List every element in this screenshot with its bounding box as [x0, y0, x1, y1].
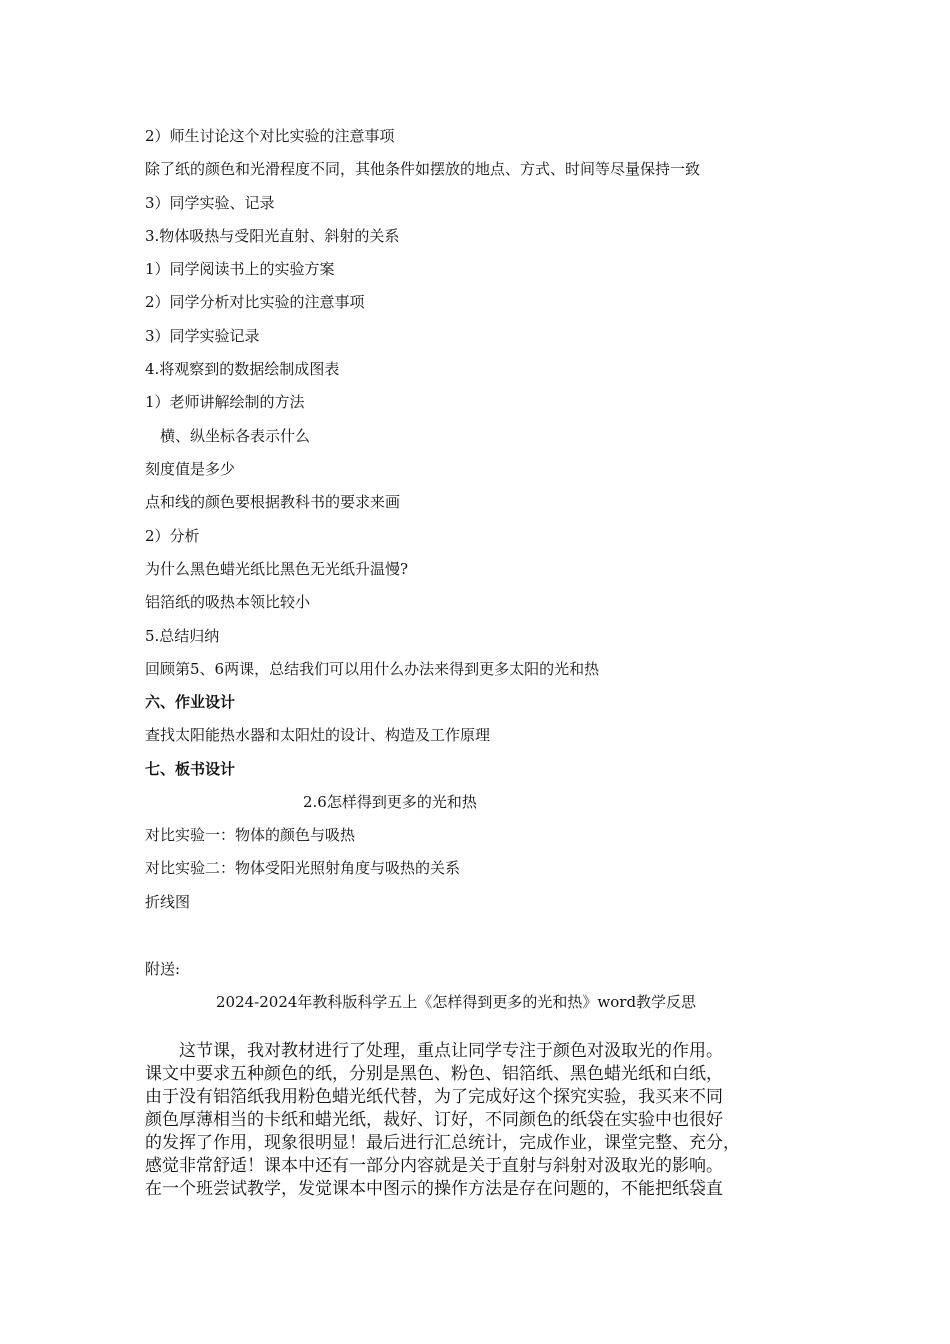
board-title: 2.6怎样得到更多的光和热 [303, 793, 477, 811]
section-heading: 4.将观察到的数据绘制成图表 [145, 360, 340, 378]
text-line: 3）同学实验、记录 [145, 194, 275, 212]
appendix-title: 2024-2024年教科版科学五上《怎样得到更多的光和热》word教学反思 [216, 993, 697, 1011]
text-line: 2）同学分析对比实验的注意事项 [145, 293, 365, 311]
paragraph-line: 颜色厚薄相当的卡纸和蜡光纸，裁好、订好，不同颜色的纸袋在实验中也很好 [145, 1110, 723, 1130]
homework-heading: 六、作业设计 [145, 693, 236, 711]
section-heading: 3.物体吸热与受阳光直射、斜射的关系 [145, 227, 400, 245]
section-heading: 5.总结归纳 [145, 627, 220, 645]
text-line: 3）同学实验记录 [145, 327, 260, 345]
paragraph-line: 由于没有铝箔纸我用粉色蜡光纸代替，为了完成好这个探究实验，我买来不同 [145, 1087, 723, 1107]
homework-text: 查找太阳能热水器和太阳灶的设计、构造及工作原理 [145, 726, 491, 744]
paragraph-line: 课文中要求五种颜色的纸，分别是黑色、粉色、铝箔纸、黑色蜡光纸和白纸， [145, 1064, 723, 1084]
paragraph-line: 感觉非常舒适！课本中还有一部分内容就是关于直射与斜射对汲取光的影响。 [145, 1156, 723, 1176]
text-line: 为什么黑色蜡光纸比黑色无光纸升温慢? [145, 560, 409, 578]
paragraph-line: 的发挥了作用，现象很明显！最后进行汇总统计，完成作业，课堂完整、充分， [145, 1133, 740, 1153]
text-line: 横、纵坐标各表示什么 [160, 427, 311, 445]
text-line: 回顾第5、6两课，总结我们可以用什么办法来得到更多太阳的光和热 [145, 660, 600, 678]
board-heading: 七、板书设计 [145, 760, 236, 778]
text-line: 除了纸的颜色和光滑程度不同，其他条件如摆放的地点、方式、时间等尽量保持一致 [145, 160, 701, 178]
board-item: 对比实验二：物体受阳光照射角度与吸热的关系 [145, 859, 461, 877]
appendix-label: 附送: [145, 960, 181, 978]
paragraph-line: 在一个班尝试教学，发觉课本中图示的操作方法是存在问题的，不能把纸袋直 [145, 1179, 723, 1199]
board-item: 折线图 [145, 893, 191, 911]
text-line: 点和线的颜色要根据教科书的要求来画 [145, 493, 401, 511]
reflection-paragraph [145, 1040, 805, 1201]
text-line: 2）分析 [145, 527, 200, 545]
text-line: 铝箔纸的吸热本领比较小 [145, 593, 311, 611]
paragraph-line: 这节课，我对教材进行了处理，重点让同学专注于颜色对汲取光的作用。 [145, 1041, 723, 1061]
text-line: 2）师生讨论这个对比实验的注意事项 [145, 127, 395, 145]
text-line: 1）老师讲解绘制的方法 [145, 393, 305, 411]
board-item: 对比实验一：物体的颜色与吸热 [145, 826, 356, 844]
text-line: 1）同学阅读书上的实验方案 [145, 260, 335, 278]
text-line: 刻度值是多少 [145, 460, 236, 478]
